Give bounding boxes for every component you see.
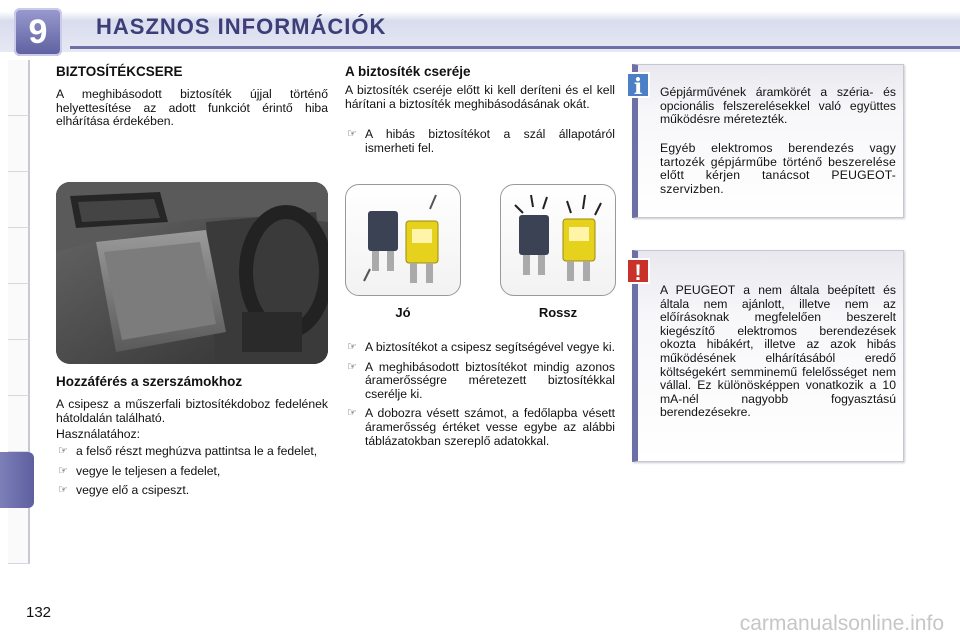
tool-steps-list bbox=[56, 445, 328, 504]
fuse-good-illustration bbox=[345, 184, 461, 296]
page-title: HASZNOS INFORMÁCIÓK bbox=[96, 14, 387, 39]
section-title-fuse-change: BIZTOSÍTÉKCSERE bbox=[56, 64, 183, 79]
watermark: carmanualsonline.info bbox=[739, 612, 944, 635]
list-item: ☞ vegye le teljesen a fedelet, bbox=[58, 463, 221, 478]
replacement-steps-list bbox=[345, 341, 615, 454]
list-item: ☞ a felső részt meghúzva pattintsa le a fedelet, bbox=[58, 444, 318, 458]
page-number: 132 bbox=[26, 604, 52, 621]
replacement-intro: A biztosíték cseréje előtt ki kell deríteni és el kell hárítani a biztosíték meghibásodásának okát. bbox=[345, 83, 615, 111]
chapter-tab[interactable] bbox=[8, 116, 30, 172]
chapter-tab[interactable] bbox=[8, 60, 30, 116]
warning-icon: ! bbox=[626, 258, 650, 284]
list-item: ☞ A biztosítékot a csipesz segítségével vegye ki. bbox=[347, 340, 615, 354]
pointing-hand-icon: ☞ bbox=[347, 128, 357, 140]
list-item: ☞ A dobozra vésett számot, a fedőlapba vésett áramerősség értéket vesse egybe az alábbi táblázatokban szereplő adatokkal. bbox=[347, 406, 615, 448]
blown-fuse-icon bbox=[501, 185, 617, 297]
fuse-bad-label: Rossz bbox=[538, 305, 578, 320]
dashboard-illustration bbox=[56, 182, 328, 364]
pointing-hand-icon: ☞ bbox=[58, 464, 68, 477]
fuse-bad-illustration bbox=[500, 184, 616, 296]
list-item: ☞ A meghibásodott biztosítékot mindig azonos áramerősségre méretezett biztosítékkal cserélje ki. bbox=[347, 359, 615, 401]
chapter-tabs bbox=[0, 60, 30, 580]
header-rule bbox=[70, 46, 960, 49]
pointing-hand-icon: ☞ bbox=[347, 360, 357, 373]
list-item: ☞ A hibás biztosítékot a szál állapotáról ismerheti fel. bbox=[347, 127, 615, 155]
usage-label: Használatához: bbox=[56, 427, 141, 441]
pointing-hand-icon: ☞ bbox=[347, 341, 357, 353]
fusebox-location-photo bbox=[56, 182, 328, 364]
warning-text: A PEUGEOT a nem általa beépített és általa nem ajánlott, illetve nem az előírásoknak megfelelően beszerelt kiegészítő elektromos berendezések okozta hibákért, illetve az azok hibás működésének elhárításából eredő költségekért semminemű felelősséget nem vállal. Ez különösképpen vonatkozik a 10 mA-nél nagyobb fogyasztású berendezésekre. bbox=[660, 283, 896, 420]
chapter-tab[interactable] bbox=[8, 228, 30, 284]
chapter-tab[interactable] bbox=[8, 508, 30, 564]
fuse-good-label: Jó bbox=[395, 305, 411, 320]
section-title-tool-access: Hozzáférés a szerszámokhoz bbox=[56, 374, 243, 389]
pointing-hand-icon: ☞ bbox=[58, 484, 68, 497]
list-item: ☞ vegye elő a csipeszt. bbox=[58, 483, 190, 498]
tool-access-text: A csipesz a műszerfali biztosítékdoboz fedelének hátoldalán található. bbox=[56, 397, 328, 425]
chapter-badge: 9 bbox=[14, 8, 62, 56]
fuse-change-intro: A meghibásodott biztosíték újjal történő helyettesítése az adott funkciót érintő hiba elhárítása érdekében. bbox=[56, 87, 328, 129]
chapter-tab-active[interactable] bbox=[0, 452, 34, 508]
chapter-tab[interactable] bbox=[8, 172, 30, 228]
info-text-1: Gépjárművének áramkörét a széria- és opcionális felszerelésekkel való együttes működésre méretezték. bbox=[660, 85, 896, 127]
section-title-replacement: A biztosíték cseréje bbox=[345, 64, 471, 79]
info-text-2: Egyéb elektromos berendezés vagy tartozék gépjárműbe történő beszerelése előtt kérjen tanácsot PEUGEOT-szervizben. bbox=[660, 141, 896, 196]
good-fuse-icon bbox=[346, 185, 462, 297]
replacement-top-list bbox=[345, 128, 615, 161]
info-icon: i bbox=[626, 72, 650, 98]
chapter-tab[interactable] bbox=[8, 284, 30, 340]
chapter-tab[interactable] bbox=[8, 340, 30, 396]
pointing-hand-icon: ☞ bbox=[58, 445, 68, 457]
pointing-hand-icon: ☞ bbox=[347, 407, 357, 420]
chapter-tab[interactable] bbox=[8, 396, 30, 452]
